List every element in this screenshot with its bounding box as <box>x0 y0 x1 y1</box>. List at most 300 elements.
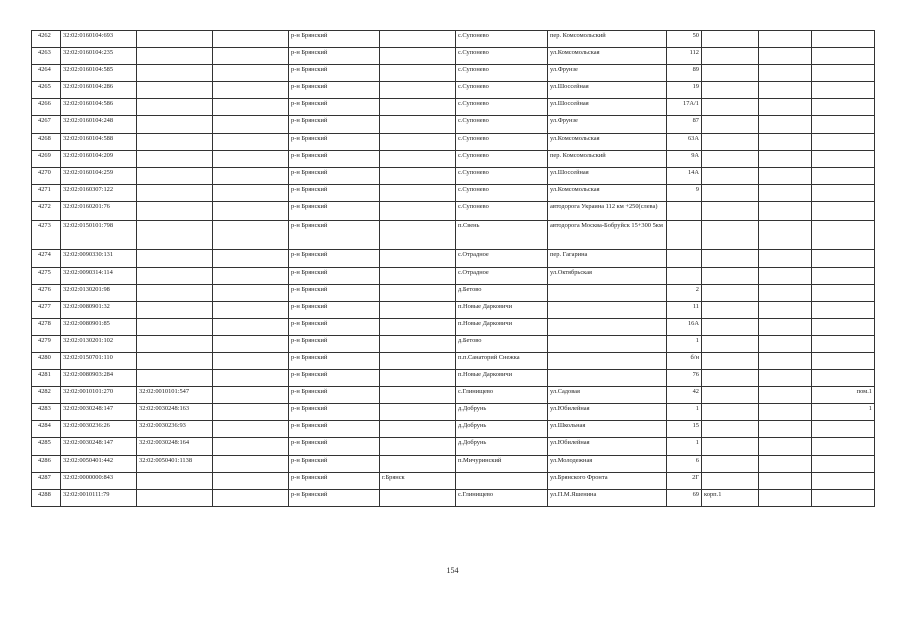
cell-city <box>380 301 456 318</box>
cell-street <box>548 353 667 370</box>
cell-structure <box>759 250 812 267</box>
cell-apartment <box>812 489 875 506</box>
cell-settlement: п.Новые Дарковичи <box>456 318 548 335</box>
cell-district: р-н Брянский <box>289 335 380 352</box>
cell-cadastral-number-2 <box>137 489 213 506</box>
cell-structure <box>759 31 812 48</box>
cell-cadastral-number-3 <box>213 472 289 489</box>
cell-apartment <box>812 335 875 352</box>
cell-building <box>702 48 759 65</box>
cell-structure <box>759 48 812 65</box>
cell-row-number: 4284 <box>32 421 61 438</box>
cell-district: р-н Брянский <box>289 99 380 116</box>
cell-district: р-н Брянский <box>289 116 380 133</box>
cell-house-number: 63А <box>667 133 702 150</box>
cell-row-number: 4279 <box>32 335 61 352</box>
cell-apartment <box>812 99 875 116</box>
cell-district: р-н Брянский <box>289 284 380 301</box>
cell-settlement: п.Новые Дарковичи <box>456 301 548 318</box>
cell-row-number: 4272 <box>32 201 61 221</box>
cell-settlement: с.Отрадное <box>456 250 548 267</box>
cell-street <box>548 301 667 318</box>
cell-cadastral-number-2 <box>137 65 213 82</box>
cell-district: р-н Брянский <box>289 472 380 489</box>
cell-cadastral-number: 32:02:0030248:147 <box>61 438 137 455</box>
cell-cadastral-number-3 <box>213 335 289 352</box>
cell-settlement: д.Бетово <box>456 284 548 301</box>
cell-street <box>548 370 667 387</box>
cell-cadastral-number: 32:02:0080901:32 <box>61 301 137 318</box>
cell-apartment <box>812 438 875 455</box>
page-number: 154 <box>446 566 459 575</box>
cell-city <box>380 353 456 370</box>
cell-street: ул.Шоссейная <box>548 99 667 116</box>
cell-street: ул.Молодежная <box>548 455 667 472</box>
cell-row-number: 4266 <box>32 99 61 116</box>
cell-structure <box>759 438 812 455</box>
cell-house-number: 19 <box>667 82 702 99</box>
cell-building <box>702 267 759 284</box>
table-row <box>32 267 875 284</box>
table-row <box>32 133 875 150</box>
cell-street: ул.Октябрьская <box>548 267 667 284</box>
cell-district: р-н Брянский <box>289 133 380 150</box>
cell-building: корп.1 <box>702 489 759 506</box>
cell-city <box>380 184 456 201</box>
cell-street <box>548 284 667 301</box>
table-row <box>32 421 875 438</box>
cell-house-number: 1 <box>667 404 702 421</box>
cell-cadastral-number-2 <box>137 31 213 48</box>
cell-house-number <box>667 250 702 267</box>
table-row <box>32 31 875 48</box>
cell-street: пер. Гагарина <box>548 250 667 267</box>
cell-row-number: 4265 <box>32 82 61 99</box>
cell-settlement: д.Добрунь <box>456 438 548 455</box>
cell-structure <box>759 387 812 404</box>
cell-cadastral-number-2: 32:02:0010101:547 <box>137 387 213 404</box>
cell-structure <box>759 167 812 184</box>
cell-cadastral-number: 32:02:0160104:586 <box>61 99 137 116</box>
cell-cadastral-number-2 <box>137 48 213 65</box>
cell-street: ул.Брянского Фронта <box>548 472 667 489</box>
cell-cadastral-number-2: 32:02:0030248:164 <box>137 438 213 455</box>
cell-building <box>702 472 759 489</box>
cell-district: р-н Брянский <box>289 31 380 48</box>
cell-settlement: с.Супонево <box>456 167 548 184</box>
cell-city <box>380 82 456 99</box>
cell-district: р-н Брянский <box>289 318 380 335</box>
cell-house-number: 1 <box>667 335 702 352</box>
cell-building <box>702 65 759 82</box>
cell-cadastral-number-3 <box>213 489 289 506</box>
cell-apartment <box>812 150 875 167</box>
cell-cadastral-number: 32:02:0150101:798 <box>61 221 137 250</box>
cell-apartment <box>812 267 875 284</box>
cell-cadastral-number: 32:02:0160104:693 <box>61 31 137 48</box>
cell-city <box>380 250 456 267</box>
cell-street: ул.Комсомольская <box>548 184 667 201</box>
cell-street: автодорога Москва-Бобруйск 15+300 5км <box>548 221 667 250</box>
cell-cadastral-number: 32:02:0030248:147 <box>61 404 137 421</box>
cell-cadastral-number-2 <box>137 353 213 370</box>
cell-row-number: 4273 <box>32 221 61 250</box>
cell-district: р-н Брянский <box>289 489 380 506</box>
cell-house-number: 9 <box>667 184 702 201</box>
cell-structure <box>759 267 812 284</box>
cell-district: р-н Брянский <box>289 438 380 455</box>
cell-cadastral-number-2 <box>137 150 213 167</box>
cell-house-number: 69 <box>667 489 702 506</box>
cell-building <box>702 370 759 387</box>
cell-apartment <box>812 250 875 267</box>
cell-cadastral-number-3 <box>213 318 289 335</box>
cell-cadastral-number: 32:02:0090330:131 <box>61 250 137 267</box>
cell-row-number: 4285 <box>32 438 61 455</box>
cell-cadastral-number: 32:02:0130201:98 <box>61 284 137 301</box>
cell-building <box>702 150 759 167</box>
table-row <box>32 99 875 116</box>
cell-cadastral-number-3 <box>213 31 289 48</box>
cell-structure <box>759 353 812 370</box>
cell-street: ул.Комсомольская <box>548 133 667 150</box>
cell-district: р-н Брянский <box>289 421 380 438</box>
table-row <box>32 250 875 267</box>
cell-city <box>380 65 456 82</box>
cell-cadastral-number-3 <box>213 167 289 184</box>
cell-cadastral-number-2: 32:02:0050401:1138 <box>137 455 213 472</box>
cell-cadastral-number-2 <box>137 82 213 99</box>
cell-city: г.Брянск <box>380 472 456 489</box>
cell-building <box>702 167 759 184</box>
cell-settlement <box>456 472 548 489</box>
cell-district: р-н Брянский <box>289 82 380 99</box>
cell-house-number: 16А <box>667 318 702 335</box>
cell-apartment <box>812 301 875 318</box>
cell-cadastral-number: 32:02:0090314:114 <box>61 267 137 284</box>
cell-structure <box>759 335 812 352</box>
cell-row-number: 4262 <box>32 31 61 48</box>
cell-apartment <box>812 167 875 184</box>
cell-cadastral-number-3 <box>213 284 289 301</box>
cell-cadastral-number-2 <box>137 301 213 318</box>
cell-house-number: 50 <box>667 31 702 48</box>
cell-city <box>380 267 456 284</box>
cell-settlement: п.п.Санаторий Снежка <box>456 353 548 370</box>
cell-row-number: 4274 <box>32 250 61 267</box>
cell-building <box>702 404 759 421</box>
cell-street: ул.Школьная <box>548 421 667 438</box>
table-row <box>32 221 875 250</box>
cell-street: ул.Шоссейная <box>548 82 667 99</box>
cell-apartment <box>812 353 875 370</box>
cell-row-number: 4276 <box>32 284 61 301</box>
table-row <box>32 201 875 221</box>
cell-district: р-н Брянский <box>289 201 380 221</box>
cell-building <box>702 31 759 48</box>
cell-settlement: с.Отрадное <box>456 267 548 284</box>
cell-cadastral-number-2: 32:02:0030248:163 <box>137 404 213 421</box>
cell-settlement: с.Супонево <box>456 48 548 65</box>
cell-house-number: 2Г <box>667 472 702 489</box>
cell-row-number: 4263 <box>32 48 61 65</box>
cell-cadastral-number-2 <box>137 284 213 301</box>
cell-structure <box>759 370 812 387</box>
cell-city <box>380 318 456 335</box>
cell-street: ул.Фрунзе <box>548 116 667 133</box>
table-row <box>32 284 875 301</box>
cell-structure <box>759 472 812 489</box>
cell-settlement: с.Супонево <box>456 65 548 82</box>
cell-house-number <box>667 201 702 221</box>
table-row <box>32 150 875 167</box>
cell-apartment <box>812 318 875 335</box>
cell-house-number: б/н <box>667 353 702 370</box>
cell-city <box>380 99 456 116</box>
cell-cadastral-number-3 <box>213 184 289 201</box>
cell-row-number: 4268 <box>32 133 61 150</box>
cell-street: ул.Юбилейная <box>548 404 667 421</box>
cell-cadastral-number: 32:02:0160104:209 <box>61 150 137 167</box>
cell-building <box>702 438 759 455</box>
cell-cadastral-number-2 <box>137 99 213 116</box>
cell-structure <box>759 284 812 301</box>
cell-building <box>702 201 759 221</box>
cell-row-number: 4275 <box>32 267 61 284</box>
cell-cadastral-number-2: 32:02:0030236:93 <box>137 421 213 438</box>
cell-structure <box>759 318 812 335</box>
cell-cadastral-number-2 <box>137 335 213 352</box>
cell-building <box>702 335 759 352</box>
cell-district: р-н Брянский <box>289 65 380 82</box>
cell-cadastral-number-3 <box>213 455 289 472</box>
cell-apartment <box>812 116 875 133</box>
cell-cadastral-number: 32:02:0160307:122 <box>61 184 137 201</box>
table-row <box>32 65 875 82</box>
cell-row-number: 4288 <box>32 489 61 506</box>
table-row <box>32 116 875 133</box>
cell-cadastral-number-3 <box>213 48 289 65</box>
cell-structure <box>759 221 812 250</box>
cell-city <box>380 48 456 65</box>
cell-city <box>380 421 456 438</box>
cell-row-number: 4278 <box>32 318 61 335</box>
cell-street: ул.Шоссейная <box>548 167 667 184</box>
cell-city <box>380 370 456 387</box>
cell-settlement: с.Супонево <box>456 184 548 201</box>
cell-apartment: пом.1 <box>812 387 875 404</box>
cell-settlement: п.Новые Дарковичи <box>456 370 548 387</box>
cell-street: пер. Комсомольский <box>548 150 667 167</box>
cell-district: р-н Брянский <box>289 267 380 284</box>
cell-house-number <box>667 221 702 250</box>
cell-structure <box>759 201 812 221</box>
cell-structure <box>759 455 812 472</box>
table-row <box>32 387 875 404</box>
table-row <box>32 370 875 387</box>
cell-cadastral-number: 32:02:0160201:76 <box>61 201 137 221</box>
cell-structure <box>759 489 812 506</box>
cell-settlement: п.Мичуринский <box>456 455 548 472</box>
cell-house-number: 76 <box>667 370 702 387</box>
cell-house-number: 42 <box>667 387 702 404</box>
cell-building <box>702 116 759 133</box>
cell-street: ул.Комсомольская <box>548 48 667 65</box>
cell-house-number: 17А/1 <box>667 99 702 116</box>
cell-city <box>380 335 456 352</box>
cell-building <box>702 99 759 116</box>
table-row <box>32 455 875 472</box>
table-row <box>32 82 875 99</box>
cell-cadastral-number-2 <box>137 472 213 489</box>
cell-city <box>380 284 456 301</box>
cell-cadastral-number-2 <box>137 318 213 335</box>
cell-building <box>702 184 759 201</box>
cell-cadastral-number-3 <box>213 133 289 150</box>
cell-building <box>702 250 759 267</box>
cell-city <box>380 31 456 48</box>
table-row <box>32 48 875 65</box>
cell-settlement: д.Добрунь <box>456 421 548 438</box>
cell-district: р-н Брянский <box>289 184 380 201</box>
cell-row-number: 4281 <box>32 370 61 387</box>
cell-cadastral-number-2 <box>137 116 213 133</box>
cell-building <box>702 421 759 438</box>
cell-cadastral-number-3 <box>213 267 289 284</box>
cell-settlement: с.Супонево <box>456 99 548 116</box>
cell-district: р-н Брянский <box>289 301 380 318</box>
cell-row-number: 4283 <box>32 404 61 421</box>
cell-apartment <box>812 48 875 65</box>
cell-street: ул.Фрунзе <box>548 65 667 82</box>
cell-city <box>380 221 456 250</box>
registry-table <box>31 30 875 507</box>
registry-table-container <box>31 30 875 507</box>
cell-cadastral-number: 32:02:0010111:79 <box>61 489 137 506</box>
cell-settlement: с.Супонево <box>456 31 548 48</box>
cell-cadastral-number-3 <box>213 250 289 267</box>
cell-cadastral-number-2 <box>137 267 213 284</box>
cell-street <box>548 318 667 335</box>
cell-building <box>702 353 759 370</box>
cell-settlement: с.Супонево <box>456 150 548 167</box>
cell-city <box>380 116 456 133</box>
cell-cadastral-number-3 <box>213 370 289 387</box>
cell-cadastral-number: 32:02:0010101:270 <box>61 387 137 404</box>
cell-structure <box>759 82 812 99</box>
cell-cadastral-number: 32:02:0050401:442 <box>61 455 137 472</box>
cell-apartment <box>812 421 875 438</box>
cell-city <box>380 201 456 221</box>
cell-house-number: 112 <box>667 48 702 65</box>
cell-cadastral-number: 32:02:0080903:284 <box>61 370 137 387</box>
cell-apartment <box>812 82 875 99</box>
cell-cadastral-number: 32:02:0030236:26 <box>61 421 137 438</box>
cell-cadastral-number: 32:02:0130201:102 <box>61 335 137 352</box>
cell-cadastral-number: 32:02:0160104:588 <box>61 133 137 150</box>
cell-building <box>702 455 759 472</box>
cell-settlement: с.Супонево <box>456 133 548 150</box>
cell-cadastral-number-3 <box>213 116 289 133</box>
cell-cadastral-number-3 <box>213 421 289 438</box>
cell-city <box>380 167 456 184</box>
cell-city <box>380 133 456 150</box>
cell-settlement: с.Супонево <box>456 116 548 133</box>
cell-house-number: 87 <box>667 116 702 133</box>
cell-cadastral-number: 32:02:0160104:235 <box>61 48 137 65</box>
cell-apartment <box>812 221 875 250</box>
cell-settlement: с.Супонево <box>456 82 548 99</box>
cell-district: р-н Брянский <box>289 455 380 472</box>
cell-house-number: 2 <box>667 284 702 301</box>
cell-structure <box>759 133 812 150</box>
cell-house-number: 11 <box>667 301 702 318</box>
cell-street: ул.Юбилейная <box>548 438 667 455</box>
cell-street <box>548 335 667 352</box>
cell-settlement: с.Глинищево <box>456 387 548 404</box>
cell-district: р-н Брянский <box>289 370 380 387</box>
cell-cadastral-number: 32:02:0150701:110 <box>61 353 137 370</box>
cell-row-number: 4269 <box>32 150 61 167</box>
cell-building <box>702 301 759 318</box>
cell-cadastral-number-2 <box>137 370 213 387</box>
cell-cadastral-number: 32:02:0160104:248 <box>61 116 137 133</box>
cell-city <box>380 489 456 506</box>
cell-district: р-н Брянский <box>289 404 380 421</box>
cell-row-number: 4277 <box>32 301 61 318</box>
cell-apartment <box>812 370 875 387</box>
cell-street: пер. Комсомольский <box>548 31 667 48</box>
cell-apartment <box>812 65 875 82</box>
cell-cadastral-number-2 <box>137 250 213 267</box>
cell-city <box>380 387 456 404</box>
cell-building <box>702 387 759 404</box>
cell-apartment: 1 <box>812 404 875 421</box>
cell-row-number: 4264 <box>32 65 61 82</box>
cell-cadastral-number-3 <box>213 82 289 99</box>
cell-building <box>702 284 759 301</box>
cell-cadastral-number-3 <box>213 404 289 421</box>
cell-district: р-н Брянский <box>289 150 380 167</box>
cell-house-number: 1 <box>667 438 702 455</box>
cell-district: р-н Брянский <box>289 250 380 267</box>
cell-cadastral-number: 32:02:0160104:286 <box>61 82 137 99</box>
cell-district: р-н Брянский <box>289 48 380 65</box>
cell-apartment <box>812 133 875 150</box>
cell-cadastral-number-2 <box>137 221 213 250</box>
cell-apartment <box>812 472 875 489</box>
cell-settlement: с.Глинищево <box>456 489 548 506</box>
cell-apartment <box>812 31 875 48</box>
cell-cadastral-number-2 <box>137 133 213 150</box>
cell-city <box>380 438 456 455</box>
cell-cadastral-number-2 <box>137 201 213 221</box>
cell-row-number: 4287 <box>32 472 61 489</box>
cell-structure <box>759 99 812 116</box>
table-row <box>32 301 875 318</box>
cell-cadastral-number-3 <box>213 301 289 318</box>
cell-apartment <box>812 201 875 221</box>
cell-cadastral-number-3 <box>213 150 289 167</box>
cell-cadastral-number-3 <box>213 99 289 116</box>
cell-row-number: 4270 <box>32 167 61 184</box>
cell-cadastral-number-3 <box>213 387 289 404</box>
cell-cadastral-number-3 <box>213 221 289 250</box>
cell-city <box>380 455 456 472</box>
cell-city <box>380 404 456 421</box>
cell-row-number: 4271 <box>32 184 61 201</box>
table-row <box>32 184 875 201</box>
